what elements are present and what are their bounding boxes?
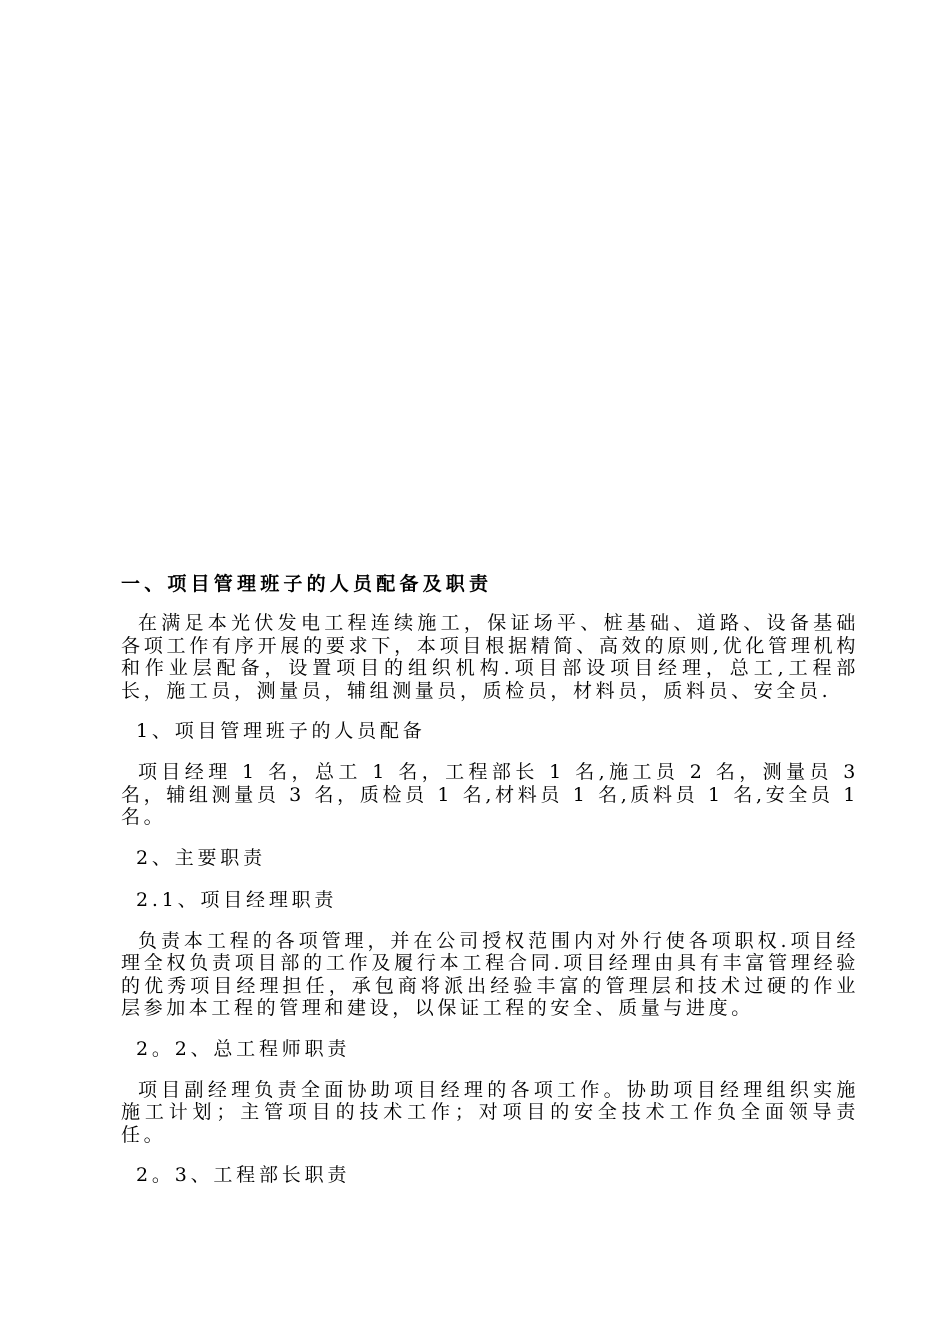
chief-engineer-duties-paragraph: 项目副经理负责全面协助项目经理的各项工作。协助项目经理组织实施施工计划；主管项目的技术工作；对项目的安全技术工作负全面领导责任。 [121, 1078, 859, 1146]
intro-paragraph: 在满足本光伏发电工程连续施工，保证场平、桩基础、道路、设备基础各项工作有序开展的要求下，本项目根据精简、高效的原则,优化管理机构和作业层配备，设置项目的组织机构.项目部设项目经理，总工,工程部长，施工员，测量员，辅组测量员，质检员，材料员，质料员、安全员. [121, 612, 859, 702]
document-body [121, 570, 859, 1205]
subsection-title-pm-duties: 2.1、项目经理职责 [136, 888, 338, 911]
section-heading: 一、项目管理班子的人员配备及职责 [121, 573, 493, 595]
pm-duties-paragraph: 负责本工程的各项管理，并在公司授权范围内对外行使各项职权.项目经理全权负责项目部的工作及履行本工程合同.项目经理由具有丰富管理经验的优秀项目经理担任，承包商将派出经验丰富的管理层和技术过硬的作业层参加本工程的管理和建设，以保证工程的安全、质量与进度。 [121, 929, 859, 1019]
subsection-title-duties: 2、主要职责 [136, 846, 266, 869]
staffing-paragraph: 项目经理 1 名，总工 1 名，工程部长 1 名,施工员 2 名，测量员 3 名，辅组测量员 3 名，质检员 1 名,材料员 1 名,质料员 1 名,安全员 1 名。 [121, 761, 859, 828]
subsection-title-engineering-head-duties: 2。3、工程部长职责 [136, 1164, 351, 1186]
subsection-title-staffing: 1、项目管理班子的人员配备 [136, 720, 426, 742]
subsection-title-chief-engineer-duties: 2。2、总工程师职责 [136, 1037, 351, 1060]
